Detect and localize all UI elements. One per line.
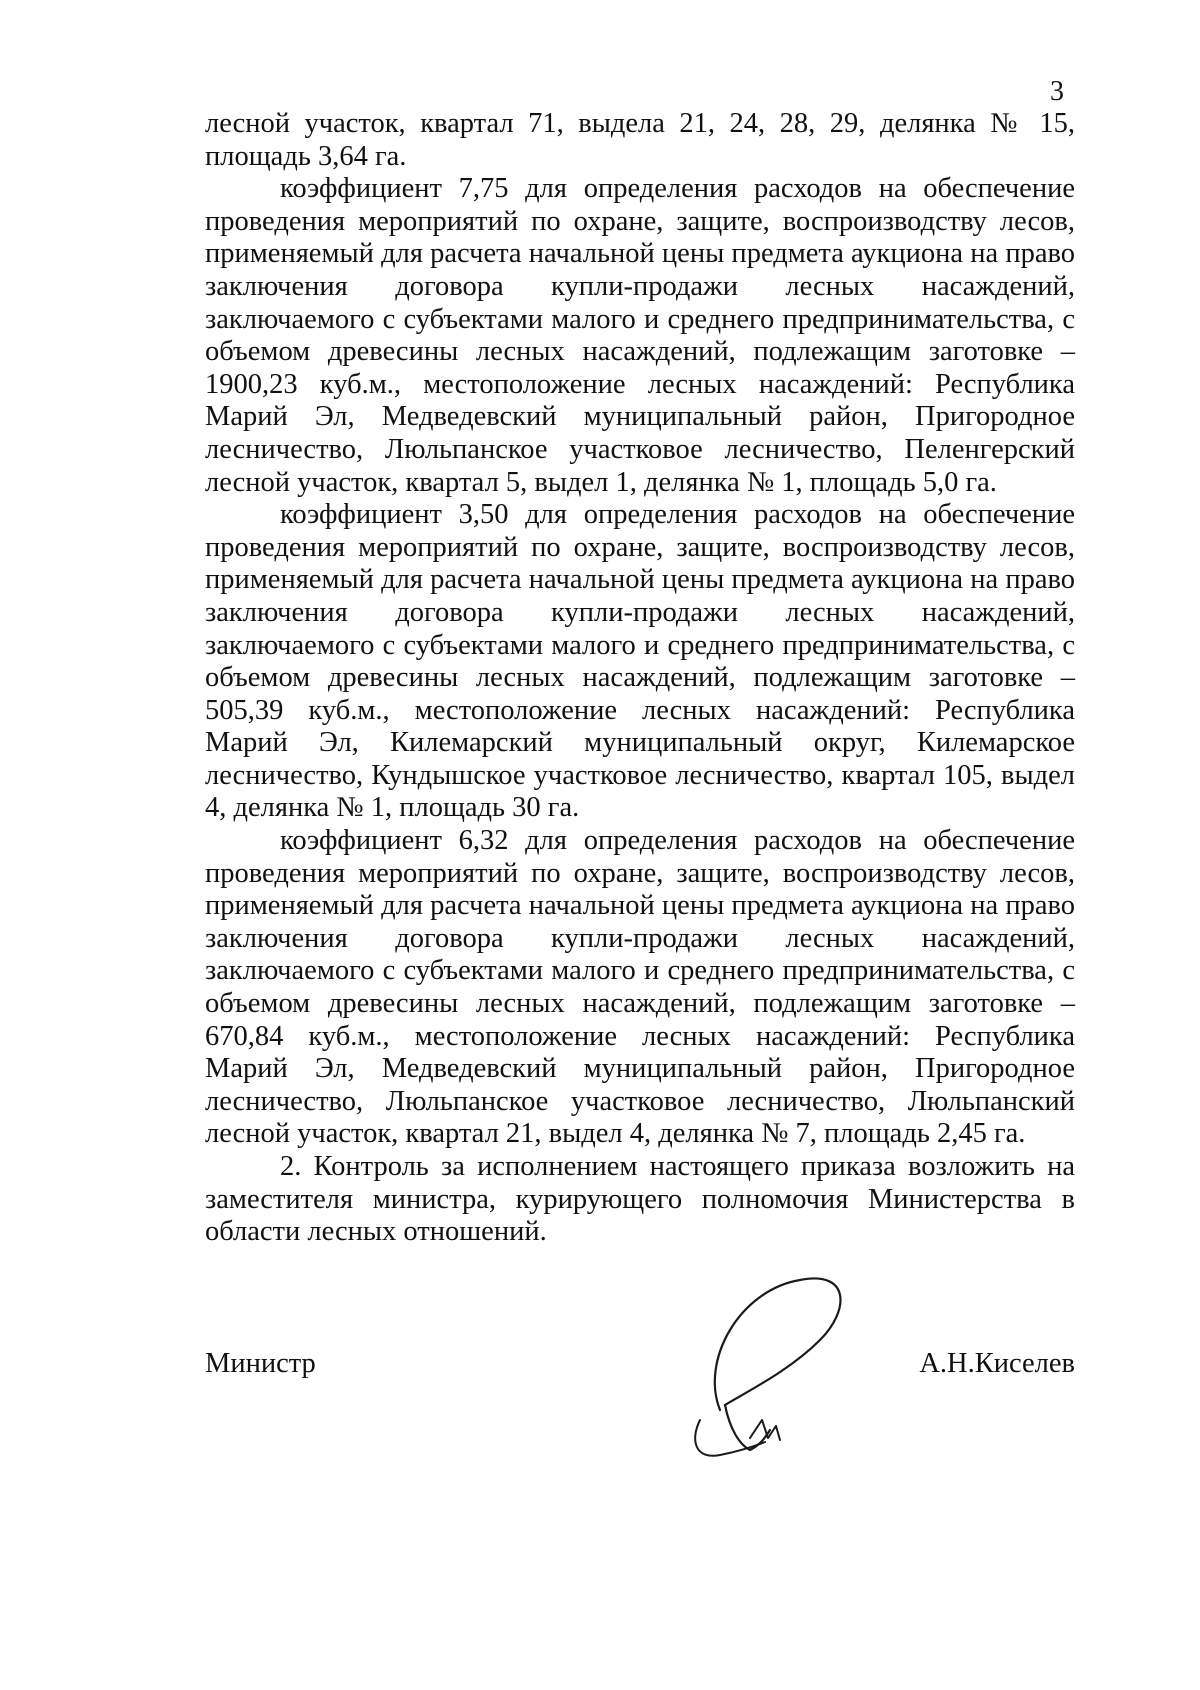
paragraph-coefficient-3: коэффициент 6,32 для определения расходов на обеспечение проведения мероприятий по охране, защите, воспроизводству лесов, применяемый для расчета начальной цены предмета аукциона на право заключения договора купли-продажи лесных насаждений, заключаемого с субъектами малого и среднего предпринимательства, с объемом древесины лесных насаждений, подлежащим заготовке – 670,84 куб.м., местоположение лесных насаждений: Республика Марий Эл, Медведевский муниципальный район, Пригородное лесничество, Люльпанское участковое лесничество, Люльпанский лесной участок, квартал 21, выдел 4, делянка № 7, площадь 2,45 га. [205,825,1075,1150]
page-number: 3 [1050,76,1064,107]
paragraph-coefficient-1: коэффициент 7,75 для определения расходов на обеспечение проведения мероприятий по охране, защите, воспроизводству лесов, применяемый для расчета начальной цены предмета аукциона на право заключения договора купли-продажи лесных насаждений, заключаемого с субъектами малого и среднего предпринимательства, с объемом древесины лесных насаждений, подлежащим заготовке – 1900,23 куб.м., местоположение лесных насаждений: Республика Марий Эл, Медведевский муниципальный район, Пригородное лесничество, Люльпанское участковое лесничество, Пеленгерский лесной участок, квартал 5, выдел 1, делянка № 1, площадь 5,0 га. [205,173,1075,498]
signature-block [205,1348,1075,1388]
paragraph-coefficient-2: коэффициент 3,50 для определения расходов на обеспечение проведения мероприятий по охране, защите, воспроизводству лесов, применяемый для расчета начальной цены предмета аукциона на право заключения договора купли-продажи лесных насаждений, заключаемого с субъектами малого и среднего предпринимательства, с объемом древесины лесных насаждений, подлежащим заготовке – 505,39 куб.м., местоположение лесных насаждений: Республика Марий Эл, Килемарский муниципальный округ, Килемарское лесничество, Кундышское участковое лесничество, квартал 105, выдел 4, делянка № 1, площадь 30 га. [205,499,1075,824]
signatory-name: А.Н.Киселев [919,1348,1075,1379]
signatory-title: Министр [205,1348,316,1379]
document-body [205,108,1075,1249]
handwritten-signature [680,1270,900,1470]
paragraph-continuation: лесной участок, квартал 71, выдела 21, 24, 28, 29, делянка № 15, площадь 3,64 га. [205,108,1075,172]
paragraph-control-clause: 2. Контроль за исполнением настоящего приказа возложить на заместителя министра, курирующего полномочия Министерства в области лесных отношений. [205,1151,1075,1248]
